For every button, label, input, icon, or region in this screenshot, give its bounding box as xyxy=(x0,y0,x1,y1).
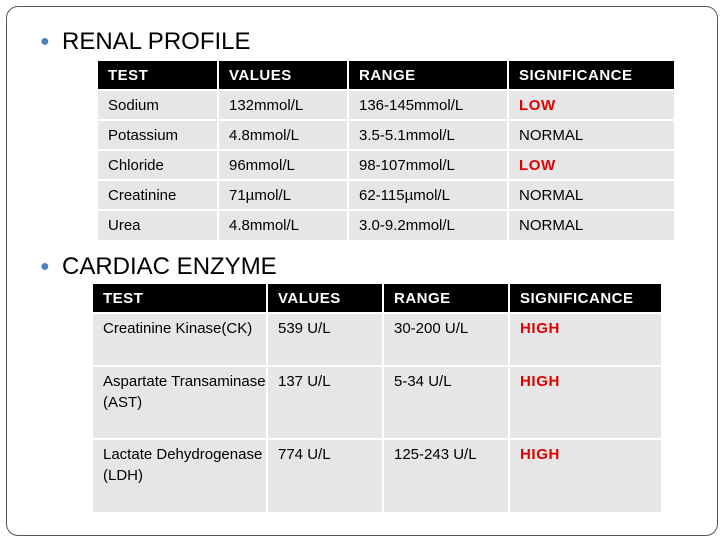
test-name: Creatinine xyxy=(98,180,218,210)
test-name: Creatinine Kinase(CK) xyxy=(93,313,267,366)
significance-value xyxy=(509,366,661,439)
test-value: 137 U/L xyxy=(267,366,383,439)
test-name: Chloride xyxy=(98,150,218,180)
test-value: 539 U/L xyxy=(267,313,383,366)
table-header-row xyxy=(98,61,674,90)
table-row xyxy=(93,366,661,439)
significance-high-label: HIGH xyxy=(520,446,560,463)
significance-value: NORMAL xyxy=(508,210,674,240)
test-value: 71µmol/L xyxy=(218,180,348,210)
significance-value: NORMAL xyxy=(508,180,674,210)
significance-value xyxy=(508,150,674,180)
reference-range: 125-243 U/L xyxy=(383,439,509,512)
table-row xyxy=(93,313,661,366)
significance-high-label: HIGH xyxy=(520,373,560,390)
table-header-row xyxy=(93,284,661,313)
bullet-icon: ● xyxy=(40,33,50,50)
significance-high-label: HIGH xyxy=(520,320,560,337)
column-header-test: TEST xyxy=(93,284,267,313)
reference-range: 30-200 U/L xyxy=(383,313,509,366)
column-header-range: RANGE xyxy=(348,61,508,90)
test-name: Aspartate Transaminase (AST) xyxy=(93,366,267,439)
test-value: 4.8mmol/L xyxy=(218,210,348,240)
bullet-icon: ● xyxy=(40,258,50,275)
test-name: Sodium xyxy=(98,90,218,120)
table-row xyxy=(93,439,661,512)
renal-heading-text: RENAL PROFILE xyxy=(62,28,251,55)
cardiac-section-heading xyxy=(40,252,277,282)
test-name: Urea xyxy=(98,210,218,240)
reference-range: 98-107mmol/L xyxy=(348,150,508,180)
table-row xyxy=(98,90,674,120)
significance-value xyxy=(509,439,661,512)
column-header-significance: SIGNIFICANCE xyxy=(509,284,661,313)
table-row xyxy=(98,120,674,150)
reference-range: 62-115µmol/L xyxy=(348,180,508,210)
significance-value xyxy=(509,313,661,366)
significance-value xyxy=(508,90,674,120)
cardiac-heading-text: CARDIAC ENZYME xyxy=(62,253,277,280)
test-value: 132mmol/L xyxy=(218,90,348,120)
column-header-range: RANGE xyxy=(383,284,509,313)
column-header-test: TEST xyxy=(98,61,218,90)
reference-range: 3.0-9.2mmol/L xyxy=(348,210,508,240)
significance-low-label: LOW xyxy=(519,156,556,174)
renal-profile-table xyxy=(98,61,674,240)
column-header-significance: SIGNIFICANCE xyxy=(508,61,674,90)
test-value: 4.8mmol/L xyxy=(218,120,348,150)
table-row xyxy=(98,210,674,240)
reference-range: 3.5-5.1mmol/L xyxy=(348,120,508,150)
significance-low-label: LOW xyxy=(519,96,556,114)
column-header-values: VALUES xyxy=(267,284,383,313)
test-name: Potassium xyxy=(98,120,218,150)
reference-range: 136-145mmol/L xyxy=(348,90,508,120)
test-value: 96mmol/L xyxy=(218,150,348,180)
significance-value: NORMAL xyxy=(508,120,674,150)
table-row xyxy=(98,180,674,210)
table-row xyxy=(98,150,674,180)
column-header-values: VALUES xyxy=(218,61,348,90)
cardiac-enzyme-table xyxy=(93,284,661,512)
test-name: Lactate Dehydrogenase (LDH) xyxy=(93,439,267,512)
test-value: 774 U/L xyxy=(267,439,383,512)
renal-section-heading xyxy=(40,27,251,57)
reference-range: 5-34 U/L xyxy=(383,366,509,439)
